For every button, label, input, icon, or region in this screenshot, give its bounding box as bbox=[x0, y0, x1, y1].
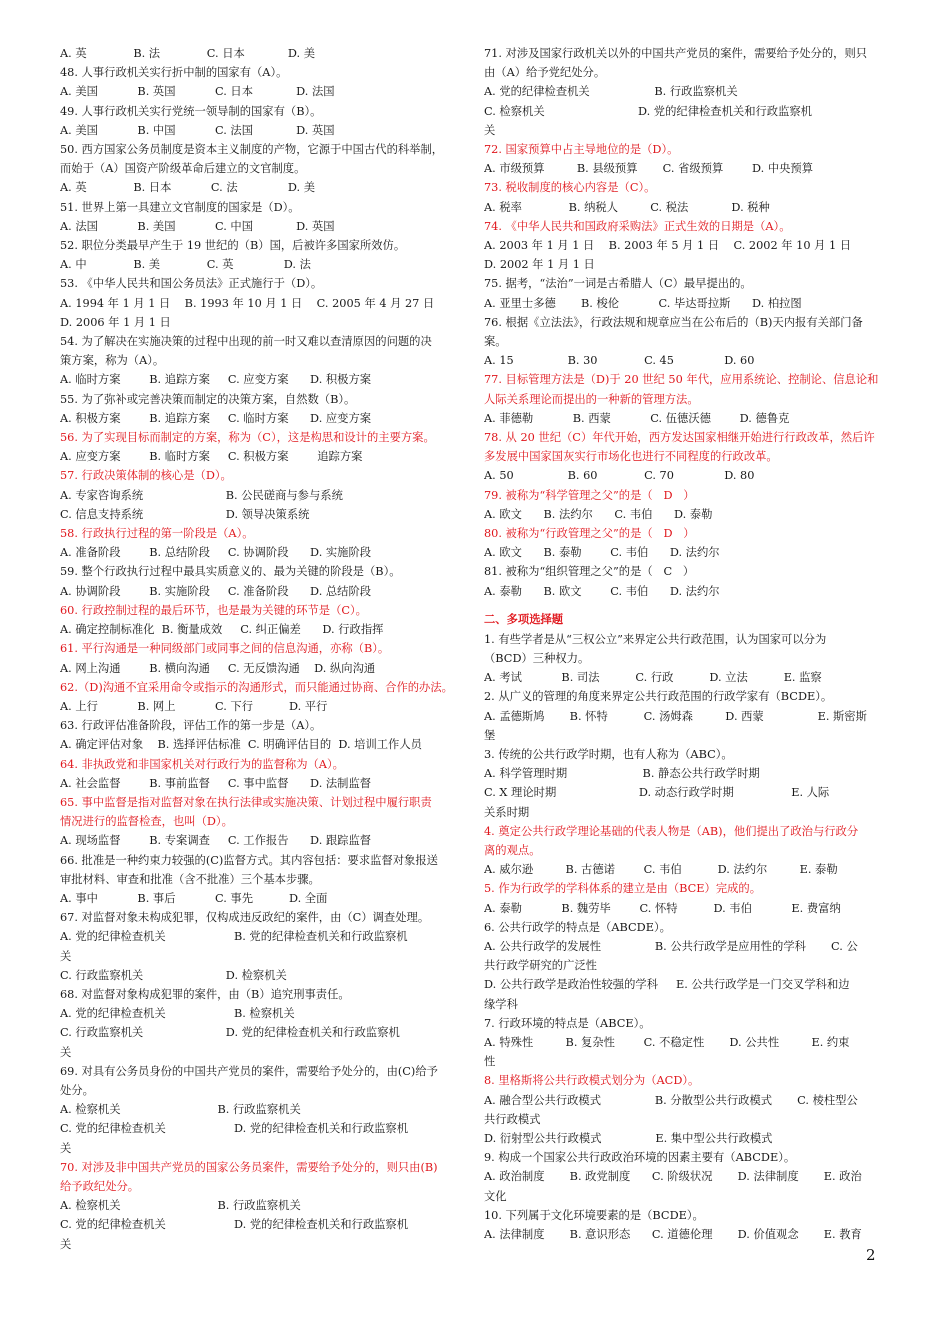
text-line: 9. 构成一个国家公共行政政治环境的因素主要有（ABCDE）。 bbox=[484, 1151, 796, 1165]
text-line: A. 专家咨询系统 B. 公民磋商与参与系统 bbox=[60, 488, 343, 502]
text-line: 64. 非执政党和非国家机关对行政行为的监督称为（A）。 bbox=[60, 757, 344, 771]
text-line: A. 党的纪律检查机关 B. 行政监察机关 bbox=[484, 85, 738, 99]
text-line: 多发展中国家国灰实行市场化也进行不同程度的行政改革。 bbox=[484, 450, 778, 464]
text-line: A. 50 B. 60 C. 70 D. 80 bbox=[484, 469, 755, 483]
text-line: 52. 职位分类最早产生于 19 世纪的（B）国，后被许多国家所效仿。 bbox=[60, 239, 406, 253]
text-line: A. 欧文 B. 法约尔 C. 韦伯 D. 泰勒 bbox=[484, 507, 713, 521]
text-line: 而始于（A）国资产阶级革命后建立的文官制度。 bbox=[60, 162, 306, 176]
text-line: A. 税率 B. 纳税人 C. 税法 D. 税种 bbox=[484, 200, 770, 214]
text-line: A. 政治制度 B. 政党制度 C. 阶级状况 D. 法律制度 E. 政治 bbox=[484, 1170, 862, 1184]
text-line: 处分。 bbox=[60, 1083, 94, 1097]
text-line: 72. 国家预算中占主导地位的是（D）。 bbox=[484, 143, 679, 157]
text-line: 65. 事中监督是指对监督对象在执行法律或实施决策、计划过程中履行职责 bbox=[60, 795, 432, 809]
text-line: A. 美国 B. 中国 C. 法国 D. 英国 bbox=[60, 123, 335, 137]
text-line: A. 15 B. 30 C. 45 D. 60 bbox=[484, 354, 755, 368]
text-line: 3. 传统的公共行政学时期，也有人称为（ABC）。 bbox=[484, 747, 733, 761]
text-line: 4. 奠定公共行政学理论基础的代表人物是（AB)，他们提出了政治与行政分 bbox=[484, 824, 859, 838]
text-line: 关 bbox=[60, 1237, 72, 1251]
text-line: 60. 行政控制过程的最后环节，也是最为关键的环节是（C）。 bbox=[60, 603, 367, 617]
text-line: 共行政学研究的广泛性 bbox=[484, 959, 597, 973]
right-column bbox=[484, 44, 880, 1244]
text-line: A. 泰勒 B. 魏劳毕 C. 怀特 D. 韦伯 E. 费富纳 bbox=[484, 901, 841, 915]
text-line: 70. 对涉及非中国共产党员的国家公务员案件，需要给予处分的，则只由(B) bbox=[60, 1160, 438, 1174]
text-line: 关 bbox=[484, 123, 496, 137]
text-line: 50. 西方国家公务员制度是资本主义制度的产物，它源于中国古代的科举制， bbox=[60, 143, 444, 157]
text-line: 53. 《中华人民共和国公务员法》正式施行于（D）。 bbox=[60, 277, 323, 291]
text-line: A. 确定控制标准化 B. 衡量成效 C. 纠正偏差 D. 行政指挥 bbox=[60, 623, 384, 637]
text-line: 79. 被称为“科学管理之父”的是（ D ） bbox=[484, 488, 695, 502]
text-line: A. 中 B. 美 C. 英 D. 法 bbox=[60, 258, 311, 272]
text-line: A. 检察机关 B. 行政监察机关 bbox=[60, 1103, 301, 1117]
text-line: A. 党的纪律检查机关 B. 党的纪律检查机关和行政监察机 bbox=[60, 930, 408, 944]
text-line: 关 bbox=[60, 949, 72, 963]
text-line: 共行政模式 bbox=[484, 1112, 541, 1126]
text-line: 59. 整个行政执行过程中最具实质意义的、最为关键的阶段是（B）。 bbox=[60, 565, 401, 579]
text-line: 78. 从 20 世纪（C）年代开始，西方发达国家相继开始进行行政改革，然后许 bbox=[484, 431, 875, 445]
text-line: 61. 平行沟通是一种同级部门或同事之间的信息沟通，亦称（B）。 bbox=[60, 642, 390, 656]
text-line: A. 社会监督 B. 事前监督 C. 事中监督 D. 法制监督 bbox=[60, 776, 372, 790]
text-line: A. 考试 B. 司法 C. 行政 D. 立法 E. 监察 bbox=[484, 671, 822, 685]
left-column bbox=[60, 44, 455, 1254]
text-line: A. 确定评估对象 B. 选择评估标准 C. 明确评估目的 D. 培训工作人员 bbox=[60, 738, 422, 752]
text-line: A. 2003 年 1 月 1 日 B. 2003 年 5 月 1 日 C. 2002 年 10 月 1 日 bbox=[484, 239, 852, 253]
text-line: 69. 对具有公务员身份的中国共产党员的案件，需要给予处分的，由(C)给予 bbox=[60, 1064, 438, 1078]
text-line: A. 融合型公共行政模式 B. 分散型公共行政模式 C. 棱柱型公 bbox=[484, 1093, 858, 1107]
text-line: A. 科学管理时期 B. 静态公共行政学时期 bbox=[484, 767, 760, 781]
text-line: A. 欧文 B. 泰勒 C. 韦伯 D. 法约尔 bbox=[484, 546, 720, 560]
text-line: 文化 bbox=[484, 1189, 507, 1203]
text-line: A. 公共行政学的发展性 B. 公共行政学是应用性的学科 C. 公 bbox=[484, 939, 858, 953]
text-line: D. 2006 年 1 月 1 日 bbox=[60, 315, 171, 329]
text-line: 6. 公共行政学的特点是（ABCDE）。 bbox=[484, 920, 671, 934]
text-line: 情况进行的监督检查，也叫（D）。 bbox=[60, 815, 233, 829]
text-line: A. 临时方案 B. 追踪方案 C. 应变方案 D. 积极方案 bbox=[60, 373, 372, 387]
text-line: 57. 行政决策体制的核心是（D）。 bbox=[60, 469, 232, 483]
text-line: 关 bbox=[60, 1141, 72, 1155]
text-line: A. 检察机关 B. 行政监察机关 bbox=[60, 1199, 301, 1213]
text-line: A. 英 B. 法 C. 日本 D. 美 bbox=[60, 47, 316, 60]
text-line: 81. 被称为“组织管理之父”的是（ C ） bbox=[484, 565, 695, 579]
text-line: 1. 有些学者是从“三权公立”来界定公共行政范围，认为国家可以分为 bbox=[484, 632, 827, 646]
text-line: D. 衍射型公共行政模式 E. 集中型公共行政模式 bbox=[484, 1131, 773, 1145]
text-line: A. 特殊性 B. 复杂性 C. 不稳定性 D. 公共性 E. 约束 bbox=[484, 1035, 850, 1049]
text-line: A. 亚里士多德 B. 梭伦 C. 毕达哥拉斯 D. 柏拉图 bbox=[484, 296, 802, 310]
text-line: A. 协调阶段 B. 实施阶段 C. 准备阶段 D. 总结阶段 bbox=[60, 584, 372, 598]
text-line: A. 1994 年 1 月 1 日 B. 1993 年 10 月 1 日 C. 2005 年 4 月 27 日 bbox=[60, 296, 435, 310]
text-line: A. 网上沟通 B. 横向沟通 C. 无反馈沟通 D. 纵向沟通 bbox=[60, 661, 376, 675]
text-line: 76. 根据《立法法》，行政法规和规章应当在公布后的（B)天内报有关部门备 bbox=[484, 315, 863, 329]
text-line: 缘学科 bbox=[484, 997, 518, 1011]
text-line: A. 法国 B. 美国 C. 中国 D. 英国 bbox=[60, 219, 335, 233]
text-line: A. 美国 B. 英国 C. 日本 D. 法国 bbox=[60, 85, 335, 99]
text-line: C. 信息支持系统 D. 领导决策系统 bbox=[60, 507, 310, 521]
text-line: 性 bbox=[484, 1055, 496, 1069]
text-line: 离的观点。 bbox=[484, 843, 541, 857]
text-line: 75. 据考，“法治”一词是古希腊人（C）最早提出的。 bbox=[484, 277, 752, 291]
text-line: 堡 bbox=[484, 728, 496, 742]
text-line: 73. 税收制度的核心内容是（C）。 bbox=[484, 181, 656, 195]
text-line: C. 党的纪律检查机关 D. 党的纪律检查机关和行政监察机 bbox=[60, 1122, 409, 1136]
text-line: 74. 《中华人民共和国政府采购法》正式生效的日期是（A）。 bbox=[484, 219, 791, 233]
text-line: A. 威尔逊 B. 古德诺 C. 韦伯 D. 法约尔 E. 泰勒 bbox=[484, 863, 838, 877]
text-line: 68. 对监督对象构成犯罪的案件，由（B）追究刑事责任。 bbox=[60, 987, 350, 1001]
text-line: A. 积极方案 B. 追踪方案 C. 临时方案 D. 应变方案 bbox=[60, 411, 372, 425]
text-line: 人际关系理论而提出的一种新的管理方法。 bbox=[484, 392, 699, 406]
text-line: 48. 人事行政机关实行折中制的国家有（A）。 bbox=[60, 66, 288, 80]
text-line: （BCD）三种权力。 bbox=[484, 651, 590, 665]
text-line: A. 事中 B. 事后 C. 事先 D. 全面 bbox=[60, 891, 328, 905]
text-line: 67. 对监督对象未构成犯罪，仅构成违反政纪的案件，由（C）调查处理。 bbox=[60, 911, 430, 925]
text-line: C. X 理论时期 D. 动态行政学时期 E. 人际 bbox=[484, 786, 830, 800]
text-line: A. 泰勒 B. 欧文 C. 韦伯 D. 法约尔 bbox=[484, 584, 720, 598]
text-line: D. 2002 年 1 月 1 日 bbox=[484, 258, 595, 272]
text-line: A. 市级预算 B. 县级预算 C. 省级预算 D. 中央预算 bbox=[484, 162, 814, 176]
text-line: 80. 被称为“行政管理之父”的是（ D ） bbox=[484, 527, 695, 541]
text-line: D. 公共行政学是政治性较强的学科 E. 公共行政学是一门交叉学科和边 bbox=[484, 978, 850, 992]
text-line: 56. 为了实现目标而制定的方案，称为（C），这是构思和设计的主要方案。 bbox=[60, 431, 435, 445]
text-line: A. 党的纪律检查机关 B. 检察机关 bbox=[60, 1007, 295, 1021]
text-line: C. 检察机关 D. 党的纪律检查机关和行政监察机 bbox=[484, 104, 812, 118]
text-line: 由（A）给予党纪处分。 bbox=[484, 66, 606, 80]
text-line: 7. 行政环境的特点是（ABCE）。 bbox=[484, 1016, 651, 1030]
text-line: A. 准备阶段 B. 总结阶段 C. 协调阶段 D. 实施阶段 bbox=[60, 546, 372, 560]
page-number: 2 bbox=[866, 1246, 876, 1264]
text-line: 审批材料、审查和批准（含不批准）三个基本步骤。 bbox=[60, 872, 320, 886]
text-line: 51. 世界上第一具建立文官制度的国家是（D）。 bbox=[60, 200, 300, 214]
text-line: A. 英 B. 日本 C. 法 D. 美 bbox=[60, 181, 316, 195]
text-line: 63. 行政评估准备阶段，评估工作的第一步是（A）。 bbox=[60, 719, 322, 733]
text-line: 关 bbox=[60, 1045, 72, 1059]
text-line: A. 上行 B. 网上 C. 下行 D. 平行 bbox=[60, 699, 328, 713]
text-line: C. 行政监察机关 D. 检察机关 bbox=[60, 968, 287, 982]
text-line: 77. 目标管理方法是（D)于 20 世纪 50 年代，应用系统论、控制论、信息论和 bbox=[484, 373, 879, 387]
text-line: 71. 对涉及国家行政机关以外的中国共产党员的案件，需要给予处分的，则只 bbox=[484, 47, 868, 60]
text-line: 58. 行政执行过程的第一阶段是（A）。 bbox=[60, 527, 254, 541]
text-line: A. 菲德勒 B. 西蒙 C. 伍德沃德 D. 德鲁克 bbox=[484, 411, 790, 425]
text-line: A. 现场监督 B. 专案调查 C. 工作报告 D. 跟踪监督 bbox=[60, 834, 372, 848]
text-line: 54. 为了解决在实施决策的过程中出现的前一时又难以查清原因的问题的决 bbox=[60, 335, 432, 349]
text-line: 给予政纪处分。 bbox=[60, 1179, 140, 1193]
text-line: 8. 里格斯将公共行政模式划分为（ACD）。 bbox=[484, 1074, 700, 1088]
text-line: A. 法律制度 B. 意识形态 C. 道德伦理 D. 价值观念 E. 教育 bbox=[484, 1227, 862, 1241]
text-line: 关系时期 bbox=[484, 805, 530, 819]
text-line: 66. 批准是一种约束力较强的(C)监督方式。其内容包括：要求监督对象报送 bbox=[60, 853, 438, 867]
text-line: 案。 bbox=[484, 335, 507, 349]
section-heading: 二、多项选择题 bbox=[484, 612, 564, 627]
text-line: A. 孟德斯鸠 B. 怀特 C. 汤姆森 D. 西蒙 E. 斯密斯 bbox=[484, 709, 867, 723]
text-line: 55. 为了弥补或完善决策而制定的决策方案，自然数（B）。 bbox=[60, 392, 356, 406]
text-line: C. 党的纪律检查机关 D. 党的纪律检查机关和行政监察机 bbox=[60, 1218, 409, 1232]
text-line: 策方案，称为（A）。 bbox=[60, 354, 165, 368]
text-line: C. 行政监察机关 D. 党的纪律检查机关和行政监察机 bbox=[60, 1026, 400, 1040]
text-line: 5. 作为行政学的学科体系的建立是由（BCE）完成的。 bbox=[484, 882, 762, 896]
text-line: 2. 从广义的管理的角度来界定公共行政范围的行政学家有（BCDE）。 bbox=[484, 690, 833, 704]
text-line: A. 应变方案 B. 临时方案 C. 积极方案 追踪方案 bbox=[60, 450, 363, 464]
text-line: 49. 人事行政机关实行党统一领导制的国家有（B）。 bbox=[60, 104, 322, 118]
text-line: 10. 下列属于文化环境要素的是（BCDE）。 bbox=[484, 1208, 704, 1222]
text-line: 62.（D)沟通不宜采用命令或指示的沟通形式，而只能通过协商、合作的办法。 bbox=[60, 680, 453, 694]
